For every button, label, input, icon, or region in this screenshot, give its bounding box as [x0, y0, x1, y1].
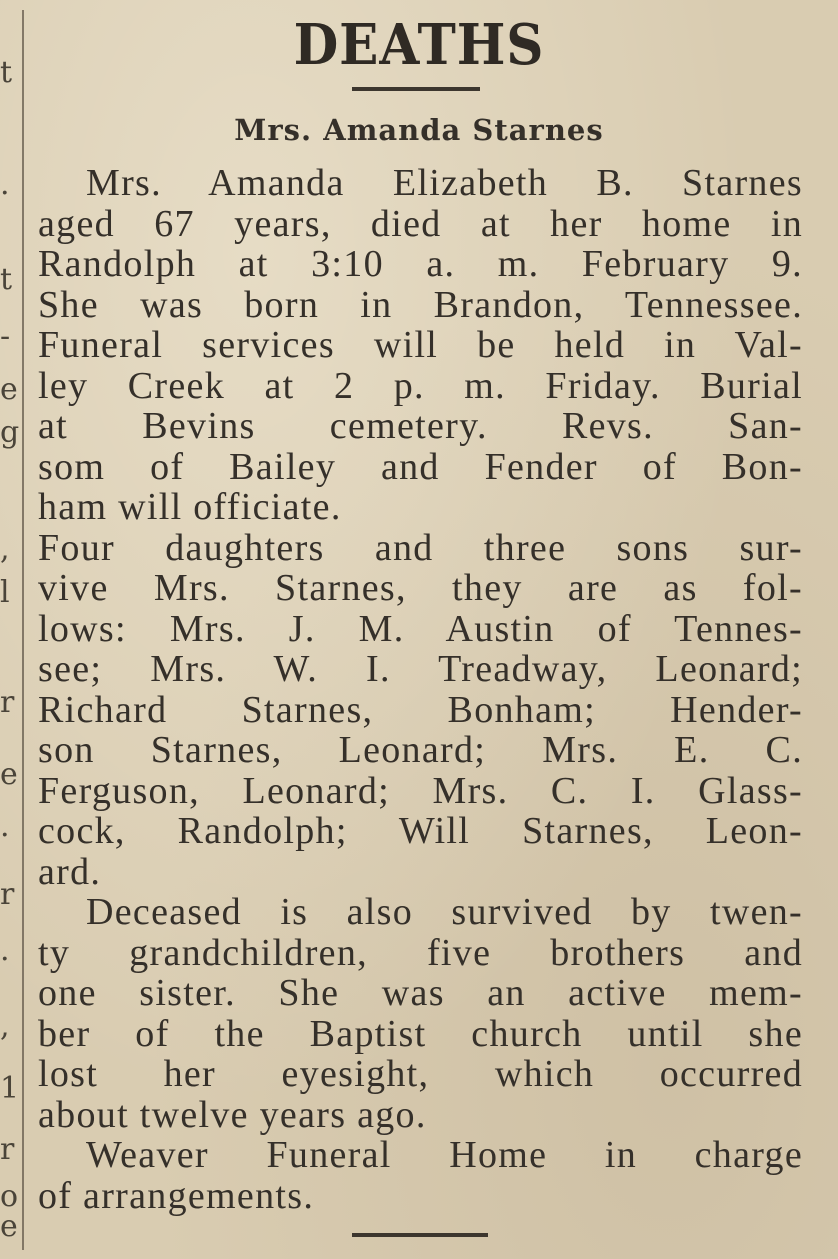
text-line: see; Mrs. W. I. Treadway, Leonard;	[38, 648, 803, 690]
text-line: Mrs. Amanda Elizabeth B. Starnes	[86, 162, 803, 204]
margin-fragment: .	[0, 809, 10, 844]
margin-fragment: r	[0, 877, 15, 912]
obituary-title: Mrs. Amanda Starnes	[234, 113, 604, 147]
text-line: ard.	[38, 850, 102, 893]
text-line: She was born in Brandon, Tennessee.	[38, 283, 803, 326]
text-line: one sister. She was an active mem-	[38, 972, 803, 1014]
text-line: lows: Mrs. J. M. Austin of Tennes-	[38, 607, 803, 650]
section-headline: DEATHS	[293, 12, 545, 78]
column-rule	[22, 10, 24, 1250]
text-line: lost her eyesight, which occurred	[38, 1053, 803, 1095]
margin-fragment: .	[0, 933, 10, 968]
text-line: Funeral services will be held in Val-	[38, 324, 803, 366]
text-line: som of Bailey and Fender of Bon-	[38, 445, 803, 488]
margin-fragment: ,	[0, 1009, 10, 1044]
paragraph	[38, 892, 803, 1135]
margin-fragment: t	[0, 262, 13, 297]
text-line: ty grandchildren, five brothers and	[38, 931, 803, 974]
text-line: Ferguson, Leonard; Mrs. C. I. Glass-	[38, 769, 803, 812]
obituary-body	[38, 163, 803, 1216]
text-line: Deceased is also survived by twen-	[86, 891, 803, 933]
text-line: about twelve years ago.	[38, 1093, 427, 1136]
text-line: ley Creek at 2 p. m. Friday. Burial	[38, 364, 803, 407]
text-line: Randolph at 3:10 a. m. February 9.	[38, 243, 803, 285]
paragraph	[38, 528, 803, 893]
text-line: aged 67 years, died at her home in	[38, 202, 803, 245]
margin-fragment: e	[0, 757, 18, 792]
margin-fragment: o	[0, 1179, 19, 1214]
text-line: son Starnes, Leonard; Mrs. E. C.	[38, 729, 803, 771]
text-line: Richard Starnes, Bonham; Hender-	[38, 688, 803, 731]
margin-fragment: r	[0, 685, 15, 720]
margin-fragment: -	[0, 319, 11, 354]
margin-fragment: .	[0, 167, 10, 202]
headline-rule	[352, 87, 480, 91]
paragraph	[38, 1135, 803, 1216]
margin-fragment: r	[0, 1132, 15, 1167]
text-line: ber of the Baptist church until she	[38, 1012, 803, 1055]
end-rule	[352, 1233, 488, 1237]
text-line: Weaver Funeral Home in charge	[86, 1134, 803, 1176]
margin-fragment: e	[0, 372, 18, 407]
text-line: Four daughters and three sons sur-	[38, 526, 803, 569]
text-line: vive Mrs. Starnes, they are as fol-	[38, 567, 803, 609]
paragraph	[38, 163, 803, 528]
margin-fragment: ,	[0, 532, 10, 567]
text-line: cock, Randolph; Will Starnes, Leon-	[38, 810, 803, 852]
text-line: at Bevins cemetery. Revs. San-	[38, 405, 803, 447]
margin-fragment: 1	[0, 1071, 20, 1106]
margin-fragment: l	[0, 575, 10, 610]
margin-fragment: t	[0, 55, 13, 90]
margin-fragment: g	[0, 415, 20, 450]
text-line: ham will officiate.	[38, 486, 342, 528]
margin-fragment: e	[0, 1209, 18, 1244]
text-line: of arrangements.	[38, 1174, 315, 1217]
